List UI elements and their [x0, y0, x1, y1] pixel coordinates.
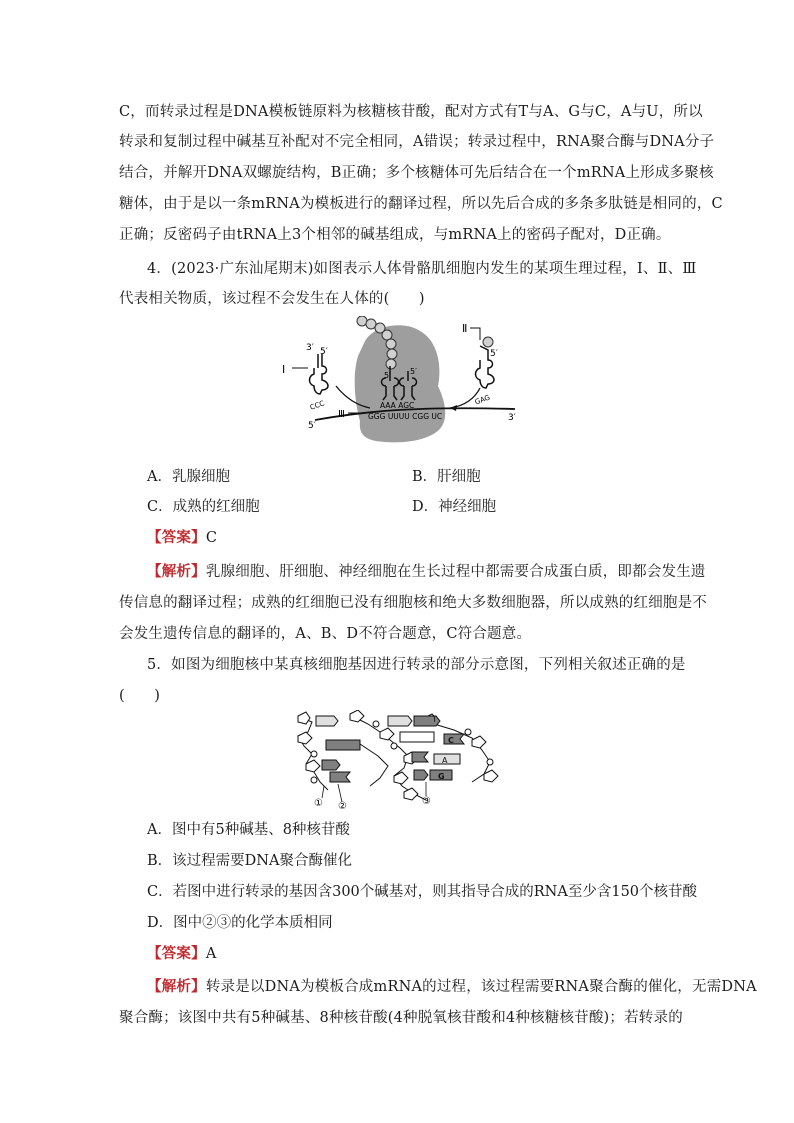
right-trna-5prime: 5′: [490, 349, 498, 359]
question-4-stem: 4．(2023·广东汕尾期末)如图表示人体骨骼肌细胞内发生的某项生理过程，Ⅰ、Ⅱ、Ⅲ: [147, 261, 697, 277]
base-A: A: [442, 756, 448, 765]
label-I: Ⅰ: [282, 363, 286, 376]
analysis-tag: 【解析】: [147, 978, 206, 995]
transcription-figure: [284, 710, 510, 810]
question-4-analysis: 传信息的翻译过程；成熟的红细胞已没有细胞核和绝大多数细胞器，所以成熟的红细胞是不: [119, 595, 707, 611]
mark-2: ②: [338, 801, 347, 810]
question-4-analysis: [147, 562, 706, 582]
left-trna-5prime: 5′: [320, 347, 328, 357]
option-b: B．该过程需要DNA聚合酶催化: [147, 853, 352, 869]
left-trna: [310, 354, 329, 394]
question-4-answer: [147, 528, 217, 548]
paragraph-line: 转录和复制过程中碱基互补配对不完全相同，A错误；转录过程中，RNA聚合酶与DNA分子: [119, 134, 715, 150]
option-d: D．图中②③的化学本质相同: [147, 915, 333, 931]
answer-value: A: [205, 946, 217, 962]
question-4-stem: 代表相关物质，该过程不会发生在人体的( ): [119, 291, 425, 307]
label-III: Ⅲ: [338, 409, 345, 420]
mark-3: ③: [422, 796, 431, 807]
option-c: C．成熟的红细胞: [147, 499, 260, 515]
answer-tag: 【答案】: [147, 529, 206, 546]
paragraph-line: C，而转录过程是DNA模板链原料为核糖核苷酸，配对方式有T与A、G与C，A与U，所以: [119, 104, 703, 120]
analysis-text: 转录是以DNA为模板合成mRNA的过程，该过程需要RNA聚合酶的催化，无需DNA: [205, 979, 757, 995]
option-b: B．肝细胞: [412, 469, 481, 485]
base-G: G: [438, 772, 445, 781]
option-a: A．图中有5种碱基、8种核苷酸: [147, 822, 350, 838]
answer-value: C: [205, 530, 218, 546]
analysis-text: 乳腺细胞、肝细胞、神经细胞在生长过程中都需要合成蛋白质，即都会发生遗: [205, 564, 706, 580]
answer-tag: 【答案】: [147, 945, 206, 962]
translation-figure: [270, 316, 540, 456]
mrna-5prime: 5′: [308, 421, 316, 431]
mid-anticodons: AAA AGC: [380, 401, 415, 410]
mid-5prime-b: 5′: [410, 367, 417, 376]
base-C: C: [448, 736, 454, 745]
label-II: Ⅱ: [462, 322, 468, 335]
question-4-analysis: 会发生遗传信息的翻译的，A、B、D不符合题意，C符合题意。: [119, 626, 532, 642]
paragraph-line: 糖体，由于是以一条mRNA为模板进行的翻译过程，所以先后合成的多条多肽链是相同的，C: [119, 196, 723, 212]
base-T: T: [432, 715, 437, 724]
option-c: C．若图中进行转录的基因含300个碱基对，则其指导合成的RNA至少含150个核苷酸: [147, 884, 698, 900]
paragraph-line: 正确；反密码子由tRNA上3个相邻的碱基组成，与mRNA上的密码子配对，D正确。: [119, 227, 671, 243]
mid-5prime-a: 5′: [384, 371, 391, 380]
question-5-analysis: 聚合酶；该图中共有5种碱基、8种核苷酸(4种脱氧核苷酸和4种核糖核苷酸)；若转录的: [119, 1010, 683, 1026]
left-anticodon: CCC: [308, 399, 326, 412]
question-5-analysis: [147, 977, 757, 997]
question-5-stem: ( ): [119, 688, 161, 704]
mrna-3prime: 3′: [508, 413, 516, 423]
question-5-stem: 5．如图为细胞核中某真核细胞基因进行转录的部分示意图，下列相关叙述正确的是: [147, 657, 686, 673]
analysis-tag: 【解析】: [147, 563, 206, 580]
left-trna-3prime: 3′: [306, 343, 314, 353]
option-d: D．神经细胞: [412, 499, 497, 515]
right-anticodon: GAG: [473, 393, 492, 407]
mrna-sequence: GGG UUUU CGG UC: [368, 412, 443, 421]
option-a: A．乳腺细胞: [147, 469, 230, 485]
paragraph-line: 结合，并解开DNA双螺旋结构，B正确；多个核糖体可先后结合在一个mRNA上形成多聚核: [119, 165, 714, 181]
mark-1: ①: [314, 798, 323, 809]
question-5-answer: [147, 944, 216, 964]
